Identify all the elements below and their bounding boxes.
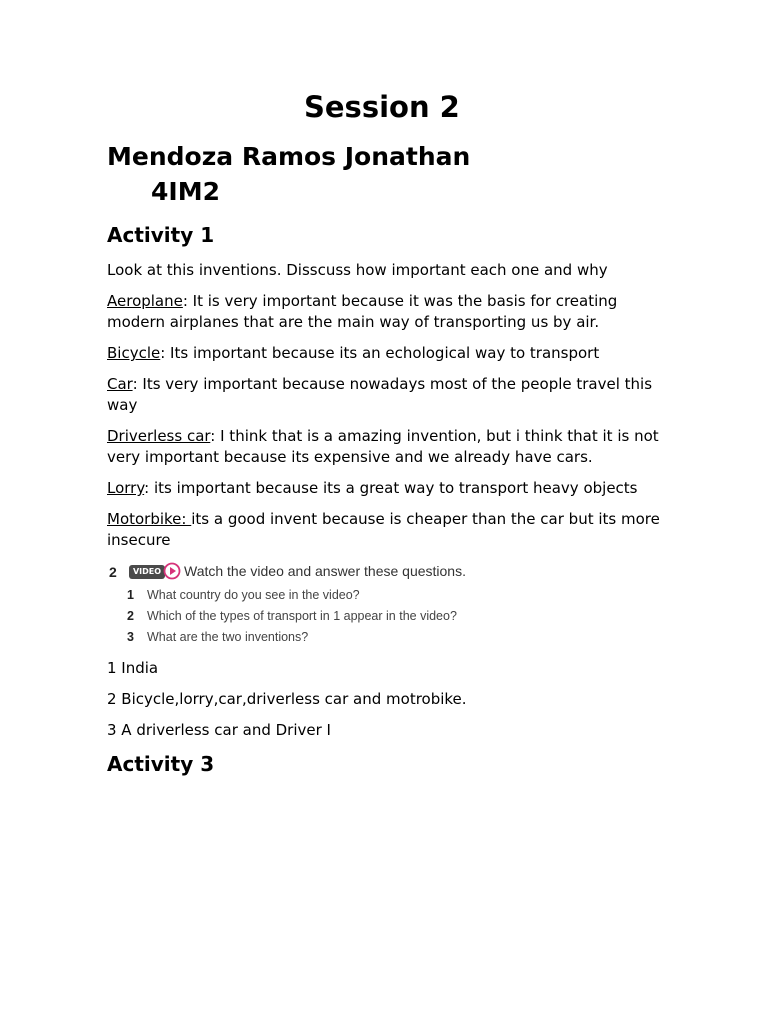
invention-text: : It is very important because it was the basis for creating modern airplanes that are the main way of transporting us by air. — [107, 292, 618, 331]
question-number: 2 — [127, 609, 134, 623]
invention-text: its a good invent because is cheaper than the car but its more insecure — [107, 510, 660, 549]
invention-text: : Its very important because nowadays most of the people travel this way — [107, 375, 653, 414]
exercise-heading: Watch the video and answer these questions. — [184, 563, 466, 579]
exercise-number: 2 — [109, 564, 117, 580]
exercise-question — [127, 609, 457, 623]
play-icon — [163, 562, 181, 580]
activity-1-heading: Activity 1 — [107, 223, 215, 247]
exercise-question — [127, 630, 308, 644]
invention-text: : its important because its a great way to transport heavy objects — [144, 479, 638, 497]
invention-term: Car — [107, 375, 133, 393]
question-text: Which of the types of transport in 1 appear in the video? — [147, 609, 457, 623]
textbook-excerpt-image — [107, 560, 487, 650]
invention-item — [107, 291, 667, 333]
answer-line: 1 India — [107, 659, 159, 677]
question-number: 3 — [127, 630, 134, 644]
invention-term: Driverless car — [107, 427, 211, 445]
video-badge: VIDEO — [129, 565, 165, 579]
invention-item — [107, 343, 667, 364]
invention-item — [107, 426, 667, 468]
activity-1-instruction: Look at this inventions. Disscuss how important each one and why — [107, 261, 608, 279]
group-code: 4IM2 — [151, 177, 220, 206]
question-text: What are the two inventions? — [147, 630, 309, 644]
answer-line: 2 Bicycle,lorry,car,driverless car and motrobike. — [107, 690, 467, 708]
activity-3-heading: Activity 3 — [107, 752, 215, 776]
author-name: Mendoza Ramos Jonathan — [107, 142, 471, 171]
exercise-question — [127, 588, 360, 602]
question-number: 1 — [127, 588, 134, 602]
invention-item — [107, 478, 667, 499]
page-title: Session 2 — [304, 90, 460, 124]
invention-term: Bicycle — [107, 344, 161, 362]
invention-term: Aeroplane — [107, 292, 183, 310]
question-text: What country do you see in the video? — [147, 588, 360, 602]
invention-text: : Its important because its an echological way to transport — [160, 344, 600, 362]
invention-text: : I think that is a amazing invention, but i think that it is not very important because its expensive and we already have cars. — [107, 427, 659, 466]
answer-line: 3 A driverless car and Driver I — [107, 721, 331, 739]
invention-term: Lorry — [107, 479, 145, 497]
invention-item — [107, 374, 667, 416]
invention-term: Motorbike: — [107, 510, 192, 528]
invention-item — [107, 509, 667, 551]
